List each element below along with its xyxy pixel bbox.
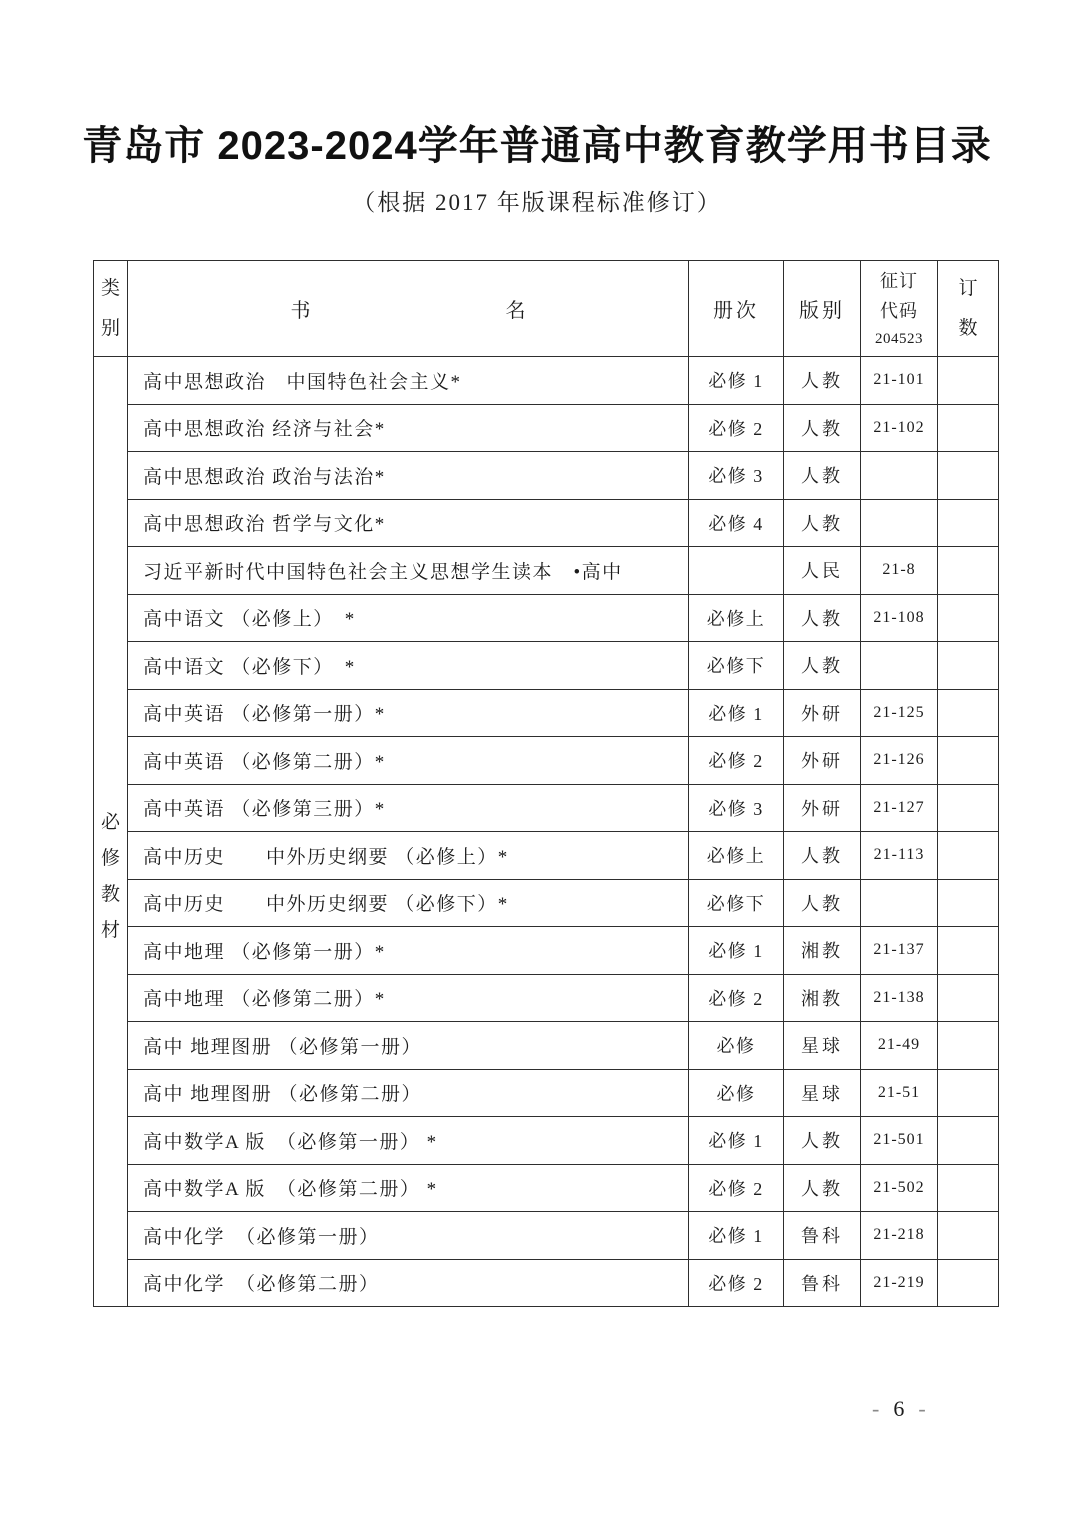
table-row xyxy=(94,594,999,642)
table-row xyxy=(94,689,999,737)
volume-cell: 必修上 xyxy=(689,832,784,880)
edition-cell: 人教 xyxy=(784,404,861,452)
volume-cell: 必修上 xyxy=(689,594,784,642)
book-name-cell: 高中化学 （必修第二册） xyxy=(128,1259,689,1307)
edition-cell: 人教 xyxy=(784,452,861,500)
book-name-cell: 高中化学 （必修第一册） xyxy=(128,1212,689,1260)
quantity-cell xyxy=(938,1069,999,1117)
table-row xyxy=(94,357,999,405)
quantity-cell xyxy=(938,689,999,737)
edition-cell: 星球 xyxy=(784,1069,861,1117)
volume-cell: 必修下 xyxy=(689,879,784,927)
quantity-cell xyxy=(938,832,999,880)
quantity-cell xyxy=(938,1022,999,1070)
page-number xyxy=(872,1396,928,1422)
quantity-cell xyxy=(938,927,999,975)
edition-cell: 湘教 xyxy=(784,927,861,975)
book-name-cell: 高中地理 （必修第二册）* xyxy=(128,974,689,1022)
table-row xyxy=(94,452,999,500)
edition-cell: 人教 xyxy=(784,1164,861,1212)
quantity-cell xyxy=(938,594,999,642)
quantity-cell xyxy=(938,547,999,595)
edition-cell: 人教 xyxy=(784,1117,861,1165)
table-row xyxy=(94,404,999,452)
table-row xyxy=(94,1164,999,1212)
book-name-cell: 高中语文 （必修上） * xyxy=(128,594,689,642)
edition-cell: 人教 xyxy=(784,642,861,690)
book-name-cell: 高中数学A 版 （必修第一册） * xyxy=(128,1117,689,1165)
header-code-line2: 代码 xyxy=(880,300,918,321)
table-row xyxy=(94,1259,999,1307)
volume-cell: 必修 1 xyxy=(689,357,784,405)
textbook-catalog-table xyxy=(93,260,999,1307)
quantity-cell xyxy=(938,879,999,927)
header-edition: 版别 xyxy=(784,261,861,357)
quantity-cell xyxy=(938,1259,999,1307)
header-code-line1: 征订 xyxy=(880,270,918,291)
volume-cell: 必修 1 xyxy=(689,927,784,975)
volume-cell: 必修 2 xyxy=(689,974,784,1022)
page-title: 青岛市 2023-2024学年普通高中教育教学用书目录 xyxy=(82,124,992,168)
quantity-cell xyxy=(938,499,999,547)
edition-cell: 人教 xyxy=(784,499,861,547)
category-cell xyxy=(94,357,128,1307)
volume-cell xyxy=(689,547,784,595)
edition-cell: 人教 xyxy=(784,879,861,927)
header-code-number: 204523 xyxy=(875,330,923,347)
order-code-cell: 21-502 xyxy=(861,1164,938,1212)
quantity-cell xyxy=(938,1212,999,1260)
order-code-cell: 21-125 xyxy=(861,689,938,737)
volume-cell: 必修 xyxy=(689,1022,784,1070)
table-row xyxy=(94,547,999,595)
volume-cell: 必修下 xyxy=(689,642,784,690)
book-name-cell: 高中思想政治 中国特色社会主义* xyxy=(128,357,689,405)
table-row xyxy=(94,784,999,832)
volume-cell: 必修 1 xyxy=(689,1117,784,1165)
volume-cell: 必修 1 xyxy=(689,689,784,737)
edition-cell: 鲁科 xyxy=(784,1212,861,1260)
order-code-cell: 21-501 xyxy=(861,1117,938,1165)
table-row xyxy=(94,927,999,975)
order-code-cell: 21-102 xyxy=(861,404,938,452)
order-code-cell: 21-49 xyxy=(861,1022,938,1070)
table-row xyxy=(94,832,999,880)
edition-cell: 人教 xyxy=(784,594,861,642)
edition-cell: 外研 xyxy=(784,737,861,785)
volume-cell: 必修 3 xyxy=(689,784,784,832)
book-name-cell: 高中英语 （必修第一册）* xyxy=(128,689,689,737)
category-label: 必修教材 xyxy=(100,811,120,941)
order-code-cell: 21-8 xyxy=(861,547,938,595)
book-name-cell: 高中地理 （必修第一册）* xyxy=(128,927,689,975)
order-code-cell: 21-51 xyxy=(861,1069,938,1117)
page-number-dash-left: - xyxy=(872,1396,882,1421)
edition-cell: 外研 xyxy=(784,784,861,832)
order-code-cell: 21-113 xyxy=(861,832,938,880)
order-code-cell: 21-126 xyxy=(861,737,938,785)
edition-cell: 星球 xyxy=(784,1022,861,1070)
page-number-dash-right: - xyxy=(918,1396,928,1421)
table-row xyxy=(94,1212,999,1260)
book-name-cell: 高中语文 （必修下） * xyxy=(128,642,689,690)
order-code-cell xyxy=(861,879,938,927)
quantity-cell xyxy=(938,1117,999,1165)
header-book-char-right: 名 xyxy=(505,300,526,322)
table-row xyxy=(94,879,999,927)
table-row xyxy=(94,1069,999,1117)
header-category-label: 类别 xyxy=(100,277,120,339)
table-row xyxy=(94,642,999,690)
table-row xyxy=(94,1117,999,1165)
table-row xyxy=(94,737,999,785)
book-name-cell: 高中数学A 版 （必修第二册） * xyxy=(128,1164,689,1212)
edition-cell: 人教 xyxy=(784,832,861,880)
quantity-cell xyxy=(938,404,999,452)
page-number-value: 6 xyxy=(893,1396,907,1421)
volume-cell: 必修 2 xyxy=(689,737,784,785)
volume-cell: 必修 xyxy=(689,1069,784,1117)
order-code-cell: 21-127 xyxy=(861,784,938,832)
book-name-cell: 高中历史 中外历史纲要 （必修下）* xyxy=(128,879,689,927)
volume-cell: 必修 1 xyxy=(689,1212,784,1260)
order-code-cell: 21-138 xyxy=(861,974,938,1022)
header-quantity xyxy=(938,261,999,357)
volume-cell: 必修 2 xyxy=(689,404,784,452)
order-code-cell: 21-108 xyxy=(861,594,938,642)
table-row xyxy=(94,499,999,547)
quantity-cell xyxy=(938,974,999,1022)
book-name-cell: 高中思想政治 哲学与文化* xyxy=(128,499,689,547)
volume-cell: 必修 4 xyxy=(689,499,784,547)
edition-cell: 人民 xyxy=(784,547,861,595)
order-code-cell xyxy=(861,452,938,500)
edition-cell: 鲁科 xyxy=(784,1259,861,1307)
book-name-cell: 高中英语 （必修第三册）* xyxy=(128,784,689,832)
order-code-cell xyxy=(861,499,938,547)
page-subtitle: （根据 2017 年版课程标准修订） xyxy=(352,190,722,215)
volume-cell: 必修 2 xyxy=(689,1259,784,1307)
order-code-cell: 21-101 xyxy=(861,357,938,405)
order-code-cell: 21-219 xyxy=(861,1259,938,1307)
table-row xyxy=(94,974,999,1022)
header-category xyxy=(94,261,128,357)
edition-cell: 湘教 xyxy=(784,974,861,1022)
header-volume: 册次 xyxy=(689,261,784,357)
book-name-cell: 高中 地理图册 （必修第一册） xyxy=(128,1022,689,1070)
table-header-row xyxy=(94,261,999,357)
volume-cell: 必修 3 xyxy=(689,452,784,500)
volume-cell: 必修 2 xyxy=(689,1164,784,1212)
header-order-code xyxy=(861,261,938,357)
table-row xyxy=(94,1022,999,1070)
order-code-cell: 21-218 xyxy=(861,1212,938,1260)
quantity-cell xyxy=(938,642,999,690)
edition-cell: 人教 xyxy=(784,357,861,405)
header-quantity-label: 订数 xyxy=(958,277,978,339)
quantity-cell xyxy=(938,452,999,500)
book-name-cell: 习近平新时代中国特色社会主义思想学生读本 •高中 xyxy=(128,547,689,595)
quantity-cell xyxy=(938,1164,999,1212)
order-code-cell xyxy=(861,642,938,690)
edition-cell: 外研 xyxy=(784,689,861,737)
quantity-cell xyxy=(938,784,999,832)
header-book-char-left: 书 xyxy=(290,300,311,322)
book-name-cell: 高中英语 （必修第二册）* xyxy=(128,737,689,785)
book-name-cell: 高中历史 中外历史纲要 （必修上）* xyxy=(128,832,689,880)
quantity-cell xyxy=(938,737,999,785)
book-name-cell: 高中思想政治 政治与法治* xyxy=(128,452,689,500)
header-book-name xyxy=(128,261,689,357)
order-code-cell: 21-137 xyxy=(861,927,938,975)
book-name-cell: 高中思想政治 经济与社会* xyxy=(128,404,689,452)
book-name-cell: 高中 地理图册 （必修第二册） xyxy=(128,1069,689,1117)
quantity-cell xyxy=(938,357,999,405)
